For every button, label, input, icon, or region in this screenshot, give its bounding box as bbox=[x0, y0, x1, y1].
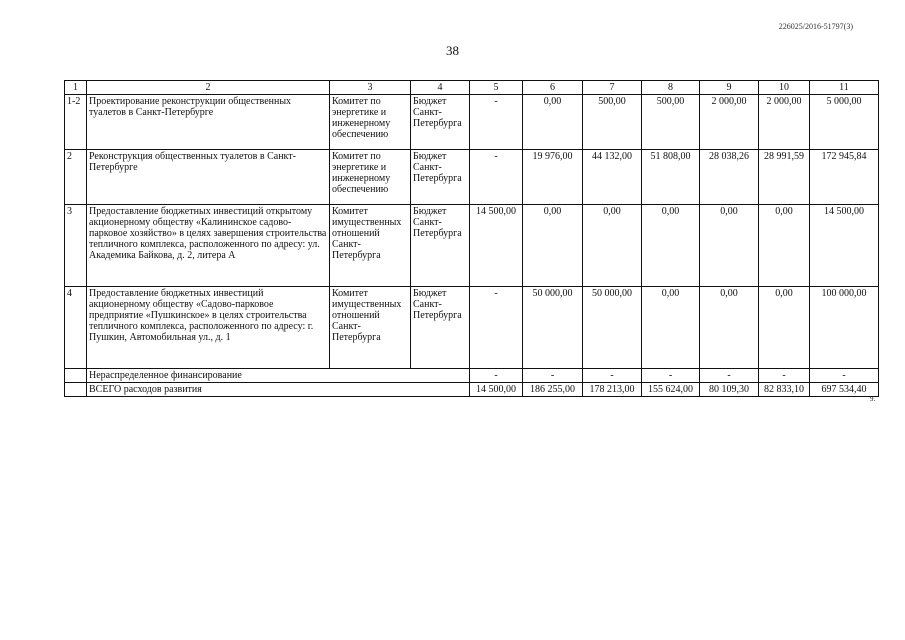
header-cell: 5 bbox=[470, 81, 523, 95]
row-value: 28 038,26 bbox=[700, 150, 759, 205]
row-index: 4 bbox=[65, 287, 87, 369]
row-source: Бюджет Санкт-Петербурга bbox=[411, 95, 470, 150]
row-value: 14 500,00 bbox=[810, 205, 879, 287]
header-cell: 6 bbox=[523, 81, 583, 95]
total-value: 155 624,00 bbox=[642, 383, 700, 397]
row-value: 5 000,00 bbox=[810, 95, 879, 150]
header-row bbox=[65, 81, 879, 95]
total-row bbox=[65, 383, 879, 397]
row-value: 0,00 bbox=[759, 205, 810, 287]
row-value: 50 000,00 bbox=[523, 287, 583, 369]
row-value: 28 991,59 bbox=[759, 150, 810, 205]
row-value: 100 000,00 bbox=[810, 287, 879, 369]
row-value: 500,00 bbox=[583, 95, 642, 150]
row-value: 172 945,84 bbox=[810, 150, 879, 205]
table-row bbox=[65, 95, 879, 150]
document-id: 226025/2016-51797(3) bbox=[778, 22, 853, 31]
row-name: Предоставление бюджетных инвестиций акционерному обществу «Садово-парковое предприятие «Пушкинское» в целях строительства тепличного комплекса, расположенного по адресу: г. Пушкин, Автомобильная ул., д. 1 bbox=[87, 287, 330, 369]
header-cell: 7 bbox=[583, 81, 642, 95]
table-row bbox=[65, 287, 879, 369]
row-value: 14 500,00 bbox=[470, 205, 523, 287]
header-cell: 1 bbox=[65, 81, 87, 95]
total-value: 697 534,40 bbox=[810, 383, 879, 397]
row-value: 500,00 bbox=[642, 95, 700, 150]
unallocated-value: - bbox=[470, 369, 523, 383]
unallocated-row bbox=[65, 369, 879, 383]
row-value: 0,00 bbox=[700, 287, 759, 369]
total-value: 178 213,00 bbox=[583, 383, 642, 397]
row-value: 51 808,00 bbox=[642, 150, 700, 205]
unallocated-value: - bbox=[642, 369, 700, 383]
row-value: 50 000,00 bbox=[583, 287, 642, 369]
row-value: - bbox=[470, 287, 523, 369]
row-source: Бюджет Санкт-Петербурга bbox=[411, 205, 470, 287]
row-source: Бюджет Санкт-Петербурга bbox=[411, 287, 470, 369]
row-name: Предоставление бюджетных инвестиций открытому акционерному обществу «Калининское садово-парковое хозяйство» в целях завершения строительства тепличного комплекса, расположенного по адресу: ул. Академика Байкова, д. 2, литера А bbox=[87, 205, 330, 287]
row-value: 2 000,00 bbox=[700, 95, 759, 150]
row-index: 3 bbox=[65, 205, 87, 287]
table-row bbox=[65, 150, 879, 205]
header-cell: 11 bbox=[810, 81, 879, 95]
unallocated-index-cell bbox=[65, 369, 87, 383]
row-value: - bbox=[470, 150, 523, 205]
total-value: 186 255,00 bbox=[523, 383, 583, 397]
page-number: 38 bbox=[446, 43, 459, 58]
total-label: ВСЕГО расходов развития bbox=[87, 383, 470, 397]
row-value: 19 976,00 bbox=[523, 150, 583, 205]
total-value: 82 833,10 bbox=[759, 383, 810, 397]
row-value: 0,00 bbox=[759, 287, 810, 369]
row-index: 1-2 bbox=[65, 95, 87, 150]
row-value: 0,00 bbox=[642, 205, 700, 287]
total-value: 14 500,00 bbox=[470, 383, 523, 397]
unallocated-label: Нераспределенное финансирование bbox=[87, 369, 470, 383]
total-value: 80 109,30 bbox=[700, 383, 759, 397]
row-name: Реконструкция общественных туалетов в Санкт-Петербурге bbox=[87, 150, 330, 205]
header-cell: 8 bbox=[642, 81, 700, 95]
row-value: 0,00 bbox=[523, 205, 583, 287]
row-source: Бюджет Санкт-Петербурга bbox=[411, 150, 470, 205]
row-value: 0,00 bbox=[523, 95, 583, 150]
row-value: - bbox=[470, 95, 523, 150]
row-value: 0,00 bbox=[583, 205, 642, 287]
unallocated-value: - bbox=[583, 369, 642, 383]
corner-mark: 9. bbox=[870, 395, 876, 403]
table-row bbox=[65, 205, 879, 287]
row-executor: Комитет имущественных отношений Санкт-Петербурга bbox=[330, 205, 411, 287]
header-cell: 2 bbox=[87, 81, 330, 95]
header-cell: 10 bbox=[759, 81, 810, 95]
unallocated-value: - bbox=[759, 369, 810, 383]
budget-table bbox=[64, 80, 879, 397]
row-executor: Комитет имущественных отношений Санкт-Петербурга bbox=[330, 287, 411, 369]
header-cell: 4 bbox=[411, 81, 470, 95]
row-executor: Комитет по энергетике и инженерному обеспечению bbox=[330, 95, 411, 150]
unallocated-value: - bbox=[700, 369, 759, 383]
row-executor: Комитет по энергетике и инженерному обеспечению bbox=[330, 150, 411, 205]
unallocated-value: - bbox=[810, 369, 879, 383]
row-value: 0,00 bbox=[700, 205, 759, 287]
header-cell: 9 bbox=[700, 81, 759, 95]
unallocated-value: - bbox=[523, 369, 583, 383]
total-index-cell bbox=[65, 383, 87, 397]
row-value: 0,00 bbox=[642, 287, 700, 369]
row-value: 2 000,00 bbox=[759, 95, 810, 150]
row-name: Проектирование реконструкции общественных туалетов в Санкт-Петербурге bbox=[87, 95, 330, 150]
row-value: 44 132,00 bbox=[583, 150, 642, 205]
header-cell: 3 bbox=[330, 81, 411, 95]
row-index: 2 bbox=[65, 150, 87, 205]
